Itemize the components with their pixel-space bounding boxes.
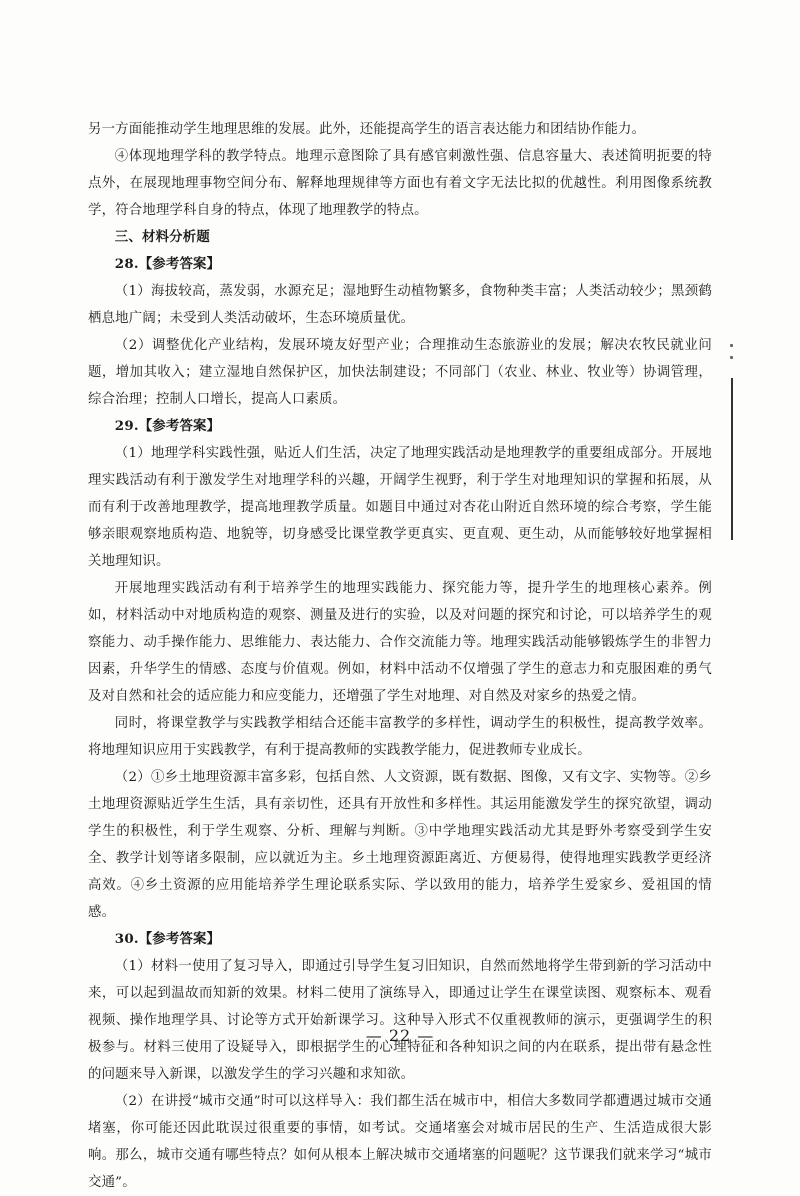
paragraph-28-1: （1）海拔较高，蒸发弱，水源充足；湿地野生动植物繁多，食物种类丰富；人类活动较少；黑颈鹤栖息地广阔；未受到人类活动破坏，生态环境质量优。 xyxy=(88,284,712,326)
scan-margin-line xyxy=(731,378,733,540)
scan-mark-dot xyxy=(730,356,733,359)
page-number: — 22 — xyxy=(365,1026,435,1045)
paragraph-30-2: （2）在讲授“城市交通”时可以这样导入：我们都生活在城市中，相信大多数同学都遭遇过城市交通堵塞，你可能还因此耽误过很重要的事情，如考试。交通堵塞会对城市居民的生产、生活造成很大影响。那么，城市交通有哪些特点？如何从根本上解决城市交通堵塞的问题呢？这节课我们就来学习“城市交通”。 xyxy=(88,1094,712,1190)
answer-heading-28: 28.【参考答案】 xyxy=(114,256,221,272)
paragraph-29-2: （2）①乡土地理资源丰富多彩，包括自然、人文资源，既有数据、图像，又有文字、实物等。②乡土地理资源贴近学生生活，具有亲切性，还具有开放性和多样性。其运用能激发学生的探究欲望，调动学生的积极性，利于学生观察、分析、理解与判断。③中学地理实践活动尤其是野外考察受到学生安全、教学计划等诸多限制，应以就近为主。乡土地理资源距离近、方便易得，使得地理实践教学更经济高效。④乡土资源的应用能培养学生理论联系实际、学以致用的能力，培养学生爱家乡、爱祖国的情感。 xyxy=(88,770,712,920)
paragraph-29-1: （1）地理学科实践性强，贴近人们生活，决定了地理实践活动是地理教学的重要组成部分。开展地理实践活动有利于激发学生对地理学科的兴趣，开阔学生视野，利于学生对地理知识的掌握和拓展，从而有利于改善地理教学，提高地理教学质量。如题目中通过对杏花山附近自然环境的综合考察，学生能够亲眼观察地质构造、地貌等，切身感受比课堂教学更真实、更直观、更生动，从而能够较好地掌握相关地理知识。 xyxy=(88,446,712,569)
paragraph-30-1: （1）材料一使用了复习导入，即通过引导学生复习旧知识，自然而然地将学生带到新的学习活动中来，可以起到温故而知新的效果。材料二使用了演练导入，即通过让学生在课堂读图、观察标本、观看视频、操作地理学具、讨论等方式开始新课学习。这种导入形式不仅重视教师的演示，更强调学生的积极参与。材料三使用了设疑导入，即根据学生的心理特征和各种知识之间的内在联系，提出带有悬念性的问题来导入新课，以激发学生的学习兴趣和求知欲。 xyxy=(88,959,712,1082)
scan-mark-dot xyxy=(730,344,733,347)
paragraph-29-1c: 同时，将课堂教学与实践教学相结合还能丰富教学的多样性，调动学生的积极性，提高教学效率。将地理知识应用于实践教学，有利于提高教师的实践教学能力，促进教师专业成长。 xyxy=(88,716,712,758)
paragraph-29-1b: 开展地理实践活动有利于培养学生的地理实践能力、探究能力等，提升学生的地理核心素养。例如，材料活动中对地质构造的观察、测量及进行的实验，以及对问题的探究和讨论，可以培养学生的观察能力、动手操作能力、思维能力、表达能力、合作交流能力等。地理实践活动能够锻炼学生的非智力因素，升华学生的情感、态度与价值观。例如，材料中活动不仅增强了学生的意志力和克服困难的勇气及对自然和社会的适应能力和应变能力，还增强了学生对地理、对自然及对家乡的热爱之情。 xyxy=(88,581,712,704)
answer-heading-30: 30.【参考答案】 xyxy=(114,931,221,947)
paragraph-intro-continuation: 另一方面能推动学生地理思维的发展。此外，还能提高学生的语言表达能力和团结协作能力。 xyxy=(88,122,646,137)
section-heading-material-analysis: 三、材料分析题 xyxy=(114,229,210,245)
answer-heading-29: 29.【参考答案】 xyxy=(114,418,221,434)
paragraph-point-4: ④体现地理学科的教学特点。地理示意图除了具有感官刺激性强、信息容量大、表述简明扼要的特点外，在展现地理事物空间分布、解释地理规律等方面也有着文字无法比拟的优越性。利用图像系统教学，符合地理学科自身的特点，体现了地理教学的特点。 xyxy=(88,149,712,218)
paragraph-28-2: （2）调整优化产业结构，发展环境友好型产业；合理推动生态旅游业的发展；解决农牧民就业问题，增加其收入；建立湿地自然保护区，加快法制建设；不同部门（农业、林业、牧业等）协调管理，综合治理；控制人口增长，提高人口素质。 xyxy=(88,338,712,407)
